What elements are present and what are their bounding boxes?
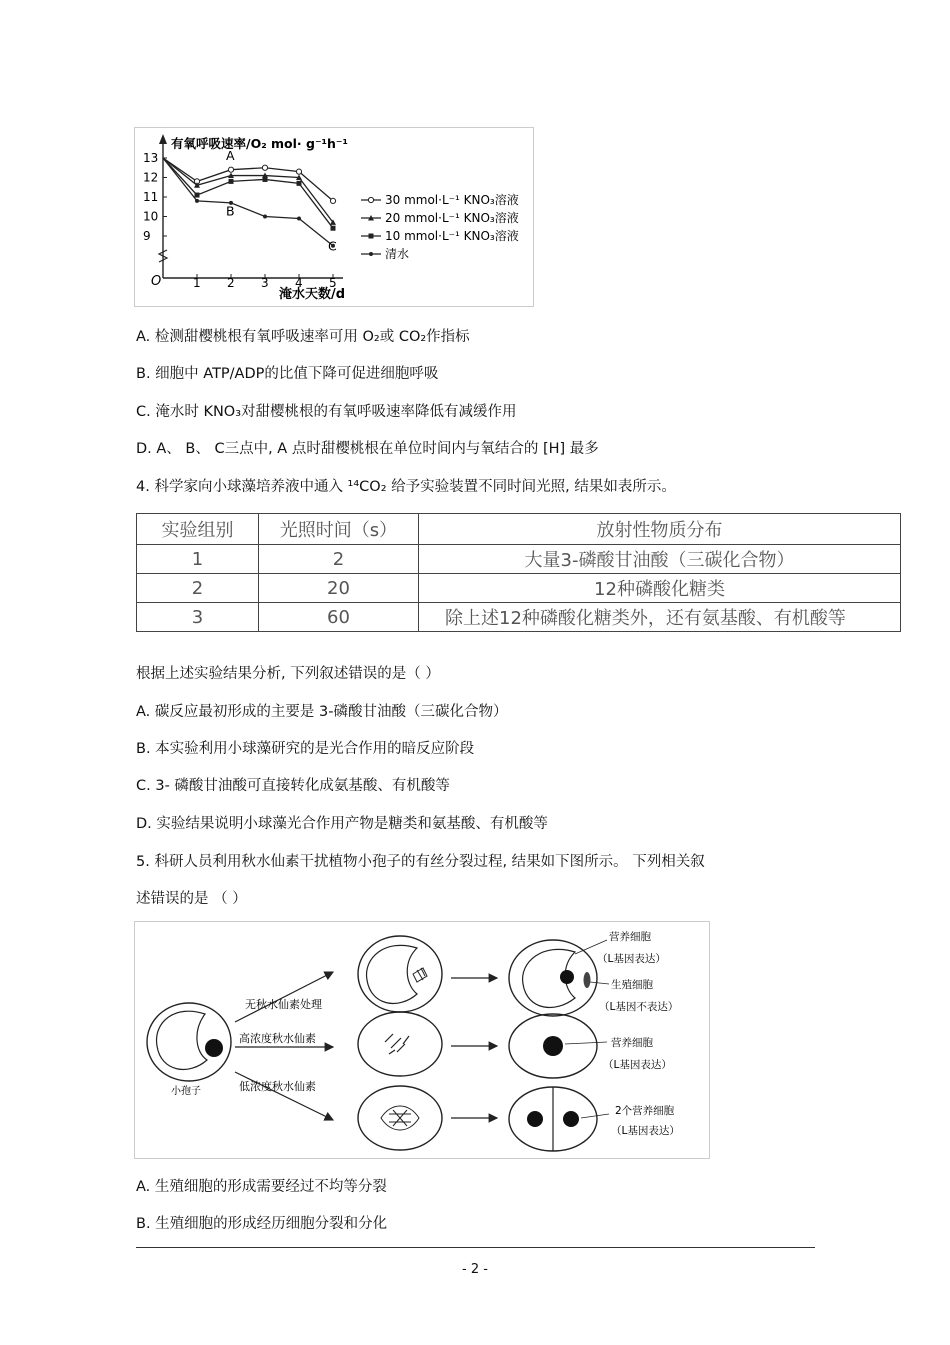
table-cell: 除上述12种磷酸化糖类外，还有氨基酸、有机酸等 — [419, 603, 901, 632]
legend-marker — [369, 252, 373, 256]
microspore-diagram-svg — [135, 922, 709, 1158]
label-generative-cell: 生殖细胞 — [611, 979, 653, 991]
microspore-diagram — [134, 921, 710, 1159]
x-tick-label: 5 — [329, 276, 337, 290]
data-point — [195, 193, 200, 198]
table-cell: 大量3-磷酸甘油酸（三碳化合物） — [419, 545, 901, 574]
legend-marker — [368, 197, 373, 202]
q5-option-b: B. 生殖细胞的形成经历细胞分裂和分化 — [136, 1216, 388, 1232]
y-tick-label: 11 — [143, 190, 159, 204]
legend-label: 20 mmol·L⁻¹ KNO₃溶液 — [385, 211, 519, 225]
q4-option-a: A. 碳反应最初形成的主要是 3-磷酸甘油酸（三碳化合物） — [136, 704, 508, 720]
label-l-gene-expressed-2: （L基因表达） — [603, 1059, 672, 1071]
nucleus-icon — [543, 1036, 563, 1056]
q4-option-b: B. 本实验利用小球藻研究的是光合作用的暗反应阶段 — [136, 741, 475, 757]
respiration-chart-svg — [135, 128, 533, 306]
data-point — [228, 167, 233, 172]
q4-stem: 4. 科学家向小球藻培养液中通入 ¹⁴CO₂ 给予实验装置不同时间光照, 结果如表所示。 — [136, 479, 676, 495]
table-header: 光照时间（s） — [259, 514, 419, 545]
microspore-label: 小孢子 — [171, 1086, 201, 1097]
nucleus-icon — [560, 970, 574, 984]
respiration-chart — [134, 127, 534, 307]
series-line — [163, 158, 333, 246]
results-table — [136, 513, 901, 632]
chart-annotations — [226, 148, 337, 254]
q4-option-d: D. 实验结果说明小球藻光合作用产物是糖类和氨基酸、有机酸等 — [136, 816, 548, 832]
q3-option-b: B. 细胞中 ATP/ADP的比值下降可促进细胞呼吸 — [136, 366, 439, 382]
data-point — [297, 216, 301, 220]
label-no-colchicine: 无秋水仙素处理 — [245, 998, 322, 1011]
origin-label: O — [151, 274, 162, 289]
table-cell: 2 — [137, 574, 259, 603]
data-point — [262, 165, 267, 170]
dividing-cell-high — [358, 1012, 442, 1076]
y-axis-label: 有氧呼吸速率/O₂ mol· g⁻¹h⁻¹ — [171, 136, 349, 151]
label-l-gene-not-expressed: （L基因不表达） — [599, 1001, 679, 1013]
axis-break — [159, 250, 167, 262]
table-cell: 3 — [137, 603, 259, 632]
data-point — [331, 226, 336, 231]
nucleus-icon — [527, 1111, 543, 1127]
chart-legend — [361, 192, 519, 261]
result-cell-low — [509, 1087, 597, 1151]
label-l-gene-expressed: （L基因表达） — [597, 953, 666, 965]
y-tick-label: 10 — [143, 209, 159, 224]
legend-label: 30 mmol·L⁻¹ KNO₃溶液 — [385, 193, 519, 207]
q5-stem-line1: 5. 科研人员利用秋水仙素干扰植物小孢子的有丝分裂过程, 结果如下图所示。 下列相关叙 — [136, 854, 705, 870]
q3-option-a: A. 检测甜樱桃根有氧呼吸速率可用 O₂或 CO₂作指标 — [136, 329, 470, 345]
table-cell: 60 — [259, 603, 419, 632]
data-point — [263, 177, 268, 182]
q3-option-c: C. 淹水时 KNO₃对甜樱桃根的有氧呼吸速率降低有减缓作用 — [136, 404, 517, 420]
label-low-colchicine: 低浓度秋水仙素 — [239, 1080, 316, 1093]
table-header: 实验组别 — [137, 514, 259, 545]
result-cell-no-treatment — [509, 940, 597, 1016]
data-point — [297, 181, 302, 186]
table-row — [137, 603, 901, 632]
table-row — [137, 574, 901, 603]
data-point — [330, 198, 335, 203]
data-point — [229, 179, 234, 184]
microspore-cell — [147, 1003, 231, 1081]
label-l-gene-expressed-3: （L基因表达） — [611, 1125, 680, 1137]
nucleus-icon — [205, 1039, 223, 1057]
table-header: 放射性物质分布 — [419, 514, 901, 545]
q4-option-c: C. 3- 磷酸甘油酸可直接转化成氨基酸、有机酸等 — [136, 778, 450, 794]
arrow-icon — [235, 972, 333, 1022]
label-high-colchicine: 高浓度秋水仙素 — [239, 1032, 316, 1045]
y-axis-arrow — [159, 134, 167, 144]
data-point — [296, 169, 301, 174]
table-cell: 12种磷酸化糖类 — [419, 574, 901, 603]
label-two-vegetative-cells: 2个营养细胞 — [615, 1105, 675, 1117]
dividing-cell-no-treatment — [358, 936, 442, 1012]
x-tick-label: 3 — [261, 276, 269, 290]
nucleus-icon — [563, 1111, 579, 1127]
x-axis-label: 淹水天数/d — [279, 287, 346, 302]
legend-marker — [369, 234, 374, 239]
y-tick-label: 12 — [143, 170, 159, 185]
table-row — [137, 545, 901, 574]
q3-option-d: D. A、 B、 C三点中, A 点时甜樱桃根在单位时间内与氧结合的 [H] 最多 — [136, 441, 599, 457]
table-header-row — [137, 514, 901, 545]
chart-series — [163, 158, 336, 248]
generative-cell-icon — [584, 972, 591, 988]
x-tick-label: 2 — [227, 276, 235, 290]
y-tick-label: 9 — [143, 229, 151, 243]
x-tick-label: 1 — [193, 276, 201, 290]
y-tick-label: 13 — [143, 151, 159, 165]
result-cell-high — [509, 1014, 597, 1078]
legend-label: 10 mmol·L⁻¹ KNO₃溶液 — [385, 229, 519, 243]
point-annotation: B — [226, 203, 235, 219]
table-cell: 1 — [137, 545, 259, 574]
x-tick-label: 4 — [295, 276, 303, 290]
data-point — [195, 199, 199, 203]
q4-question: 根据上述实验结果分析, 下列叙述错误的是（ ） — [136, 666, 440, 682]
dividing-cell-low — [358, 1086, 442, 1150]
footer-divider — [136, 1247, 815, 1248]
point-annotation: A — [226, 147, 235, 163]
table-cell: 20 — [259, 574, 419, 603]
q5-stem-line2: 述错误的是 （ ） — [136, 891, 247, 907]
table-cell: 2 — [259, 545, 419, 574]
page-number: - 2 - — [462, 1262, 488, 1277]
label-vegetative-cell: 营养细胞 — [609, 931, 651, 943]
label-vegetative-cell-2: 营养细胞 — [611, 1037, 653, 1049]
data-point — [263, 215, 267, 219]
legend-label: 清水 — [385, 247, 410, 261]
q5-option-a: A. 生殖细胞的形成需要经过不均等分裂 — [136, 1179, 387, 1195]
point-annotation: C — [328, 238, 337, 254]
